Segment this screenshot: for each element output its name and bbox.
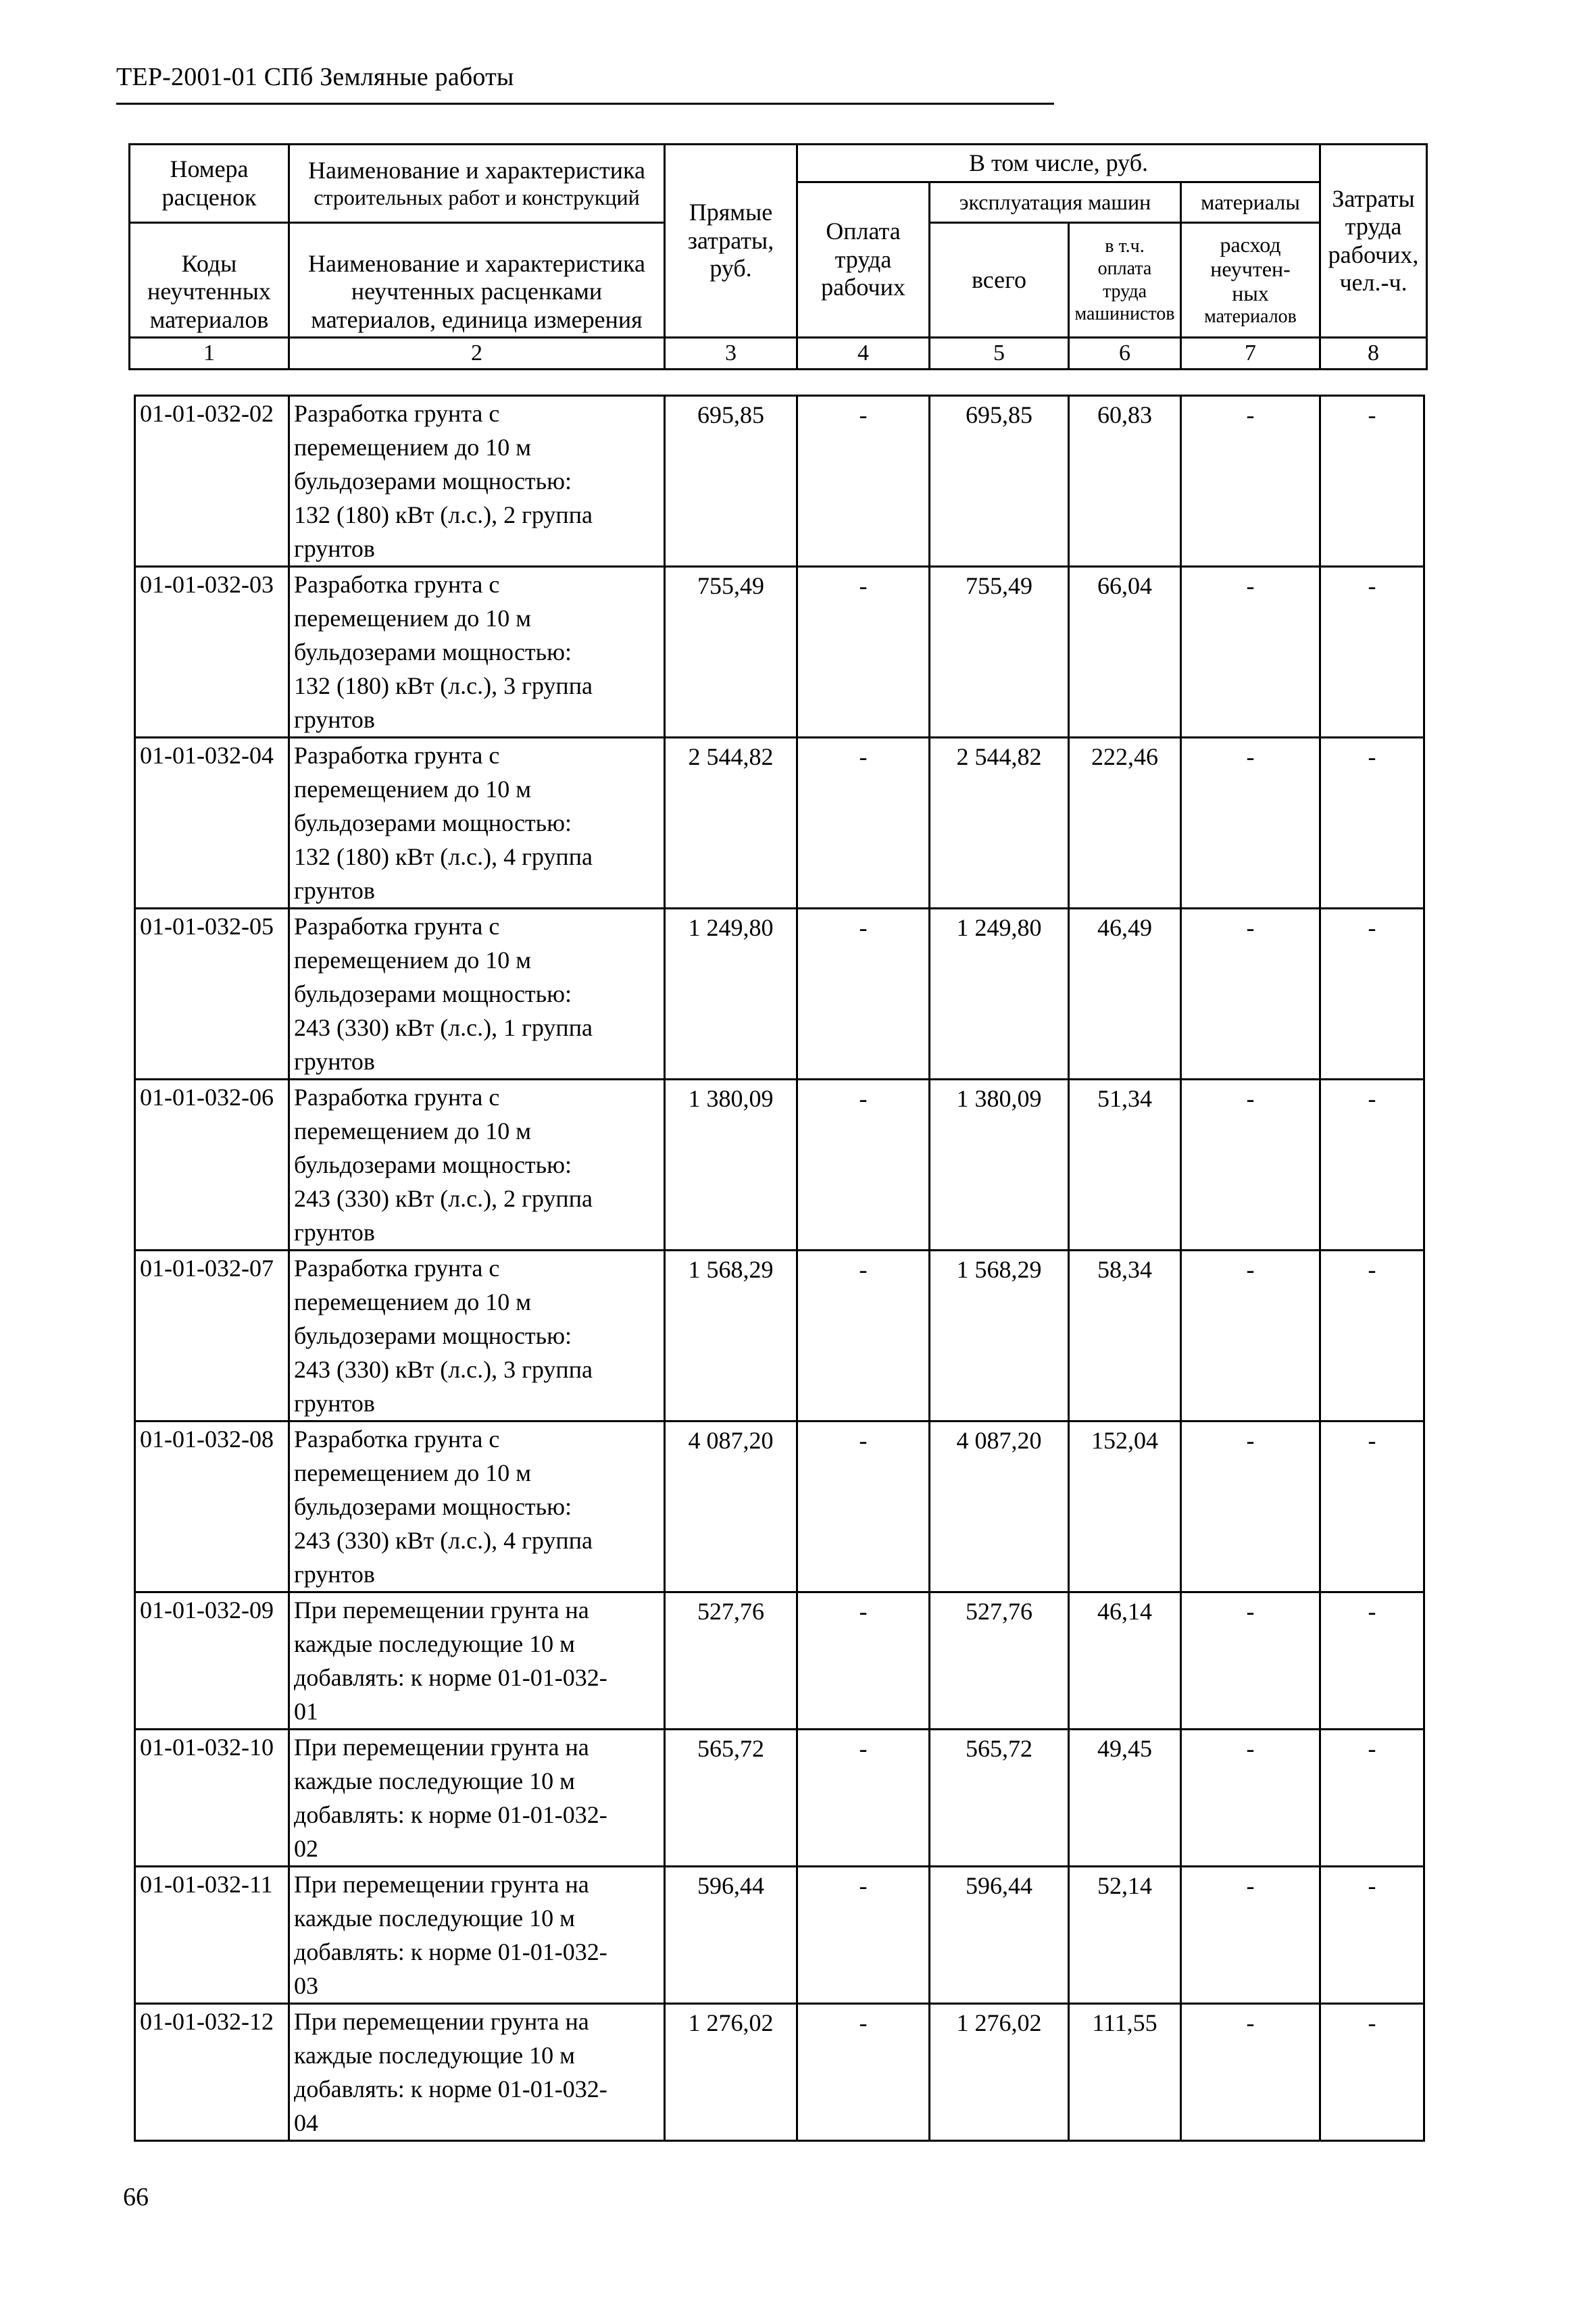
cell-direct: 1 380,09 [665, 1080, 797, 1251]
cell-materials: - [1181, 2004, 1320, 2141]
cell-labor-hours: - [1320, 1080, 1424, 1251]
cell-labor: - [797, 1592, 930, 1730]
table-row [135, 567, 1424, 738]
description-line: бульдозерами мощностью: [294, 1322, 572, 1349]
rate-code: 01-01-032-12 [135, 2004, 289, 2141]
cell-machines-total: 565,72 [930, 1730, 1069, 1867]
description-line: бульдозерами мощностью: [294, 1151, 572, 1178]
description-line: 132 (180) кВт (л.с.), 3 группа [294, 672, 593, 699]
head-text: в т.ч. [1105, 236, 1145, 257]
description-line: Разработка грунта с [294, 1426, 500, 1453]
head-unaccounted-codes [130, 223, 289, 338]
cell-machines-total: 596,44 [930, 1867, 1069, 2004]
head-text: расценок [161, 183, 257, 211]
cell-materials: - [1181, 1867, 1320, 2004]
cell-labor: - [797, 1867, 930, 2004]
head-materials: материалы [1181, 182, 1320, 223]
description-line: добавлять: к норме 01-01-032- [294, 1801, 607, 1828]
table-row [135, 1867, 1424, 2004]
head-text: неучтенных [147, 278, 271, 305]
description-line: каждые последующие 10 м [294, 2042, 575, 2069]
description-line: перемещением до 10 м [294, 1459, 532, 1486]
cell-materials: - [1181, 567, 1320, 738]
cell-labor: - [797, 1730, 930, 1867]
description-line: добавлять: к норме 01-01-032- [294, 2076, 607, 2103]
head-text: чел.-ч. [1339, 268, 1407, 296]
cell-machines-total: 2 544,82 [930, 738, 1069, 909]
cell-direct: 527,76 [665, 1592, 797, 1730]
head-machines: эксплуатация машин [930, 182, 1181, 223]
cell-materials: - [1181, 396, 1320, 567]
head-text: расход [1220, 232, 1281, 257]
description-line: грунтов [294, 1048, 375, 1075]
cell-materials: - [1181, 1080, 1320, 1251]
head-text: Затраты [1332, 184, 1415, 212]
cell-machines-total: 1 249,80 [930, 909, 1069, 1080]
work-description [289, 1251, 665, 1422]
cell-operators: 51,34 [1069, 1080, 1181, 1251]
description-line: каждые последующие 10 м [294, 1905, 575, 1932]
cell-direct: 565,72 [665, 1730, 797, 1867]
column-number: 5 [930, 338, 1069, 370]
head-text: оплата [1097, 258, 1152, 280]
cell-labor-hours: - [1320, 1592, 1424, 1730]
head-text: труда [1345, 213, 1402, 241]
cell-direct: 2 544,82 [665, 738, 797, 909]
rate-code: 01-01-032-08 [135, 1422, 289, 1592]
cell-operators: 66,04 [1069, 567, 1181, 738]
cell-materials: - [1181, 1251, 1320, 1422]
table-row [135, 909, 1424, 1080]
cell-labor-hours: - [1320, 738, 1424, 909]
description-line: перемещением до 10 м [294, 434, 532, 461]
head-rate-numbers [130, 145, 289, 223]
work-description [289, 1080, 665, 1251]
cell-labor-hours: - [1320, 567, 1424, 738]
cell-materials: - [1181, 1592, 1320, 1730]
cell-labor: - [797, 909, 930, 1080]
description-line: бульдозерами мощностью: [294, 638, 572, 665]
cell-labor-hours: - [1320, 396, 1424, 567]
cell-direct: 1 568,29 [665, 1251, 797, 1422]
description-line: добавлять: к норме 01-01-032- [294, 1664, 607, 1691]
work-description [289, 1867, 665, 2004]
table-row [135, 738, 1424, 909]
head-text: затраты, [687, 226, 774, 254]
description-line: перемещением до 10 м [294, 947, 532, 974]
description-line: перемещением до 10 м [294, 605, 532, 632]
cell-operators: 58,34 [1069, 1251, 1181, 1422]
head-text: Оплата [826, 218, 901, 245]
description-line: Разработка грунта с [294, 1084, 500, 1111]
cell-labor: - [797, 738, 930, 909]
cell-direct: 4 087,20 [665, 1422, 797, 1592]
description-line: 243 (330) кВт (л.с.), 3 группа [294, 1356, 593, 1383]
head-unaccounted-materials [289, 223, 665, 338]
table-header [128, 143, 1428, 370]
description-line: При перемещении грунта на [294, 2008, 589, 2035]
cell-labor: - [797, 1422, 930, 1592]
column-number: 2 [289, 338, 665, 370]
cell-labor: - [797, 396, 930, 567]
rate-code: 01-01-032-10 [135, 1730, 289, 1867]
description-line: бульдозерами мощностью: [294, 980, 572, 1007]
rate-code: 01-01-032-04 [135, 738, 289, 909]
cell-operators: 49,45 [1069, 1730, 1181, 1867]
description-line: добавлять: к норме 01-01-032- [294, 1938, 607, 1965]
cell-labor: - [797, 1080, 930, 1251]
description-line: перемещением до 10 м [294, 776, 532, 803]
work-description [289, 738, 665, 909]
head-text: рабочих, [1328, 241, 1419, 268]
cell-direct: 695,85 [665, 396, 797, 567]
cell-labor-hours: - [1320, 2004, 1424, 2141]
rate-code: 01-01-032-07 [135, 1251, 289, 1422]
description-line: грунтов [294, 1561, 375, 1588]
cell-operators: 152,04 [1069, 1422, 1181, 1592]
description-line: бульдозерами мощностью: [294, 809, 572, 836]
table-row [135, 1592, 1424, 1730]
cell-machines-total: 755,49 [930, 567, 1069, 738]
table-row [135, 1422, 1424, 1592]
header-rule [116, 103, 1054, 105]
cell-operators: 46,49 [1069, 909, 1181, 1080]
description-line: При перемещении грунта на [294, 1734, 589, 1761]
cell-materials: - [1181, 1422, 1320, 1592]
head-text: строительных работ и конструкций [314, 184, 640, 209]
head-text: труда [834, 245, 892, 273]
cell-operators: 60,83 [1069, 396, 1181, 567]
column-number: 7 [1181, 338, 1320, 370]
cell-labor: - [797, 567, 930, 738]
cell-labor-hours: - [1320, 909, 1424, 1080]
cell-labor: - [797, 1251, 930, 1422]
description-line: Разработка грунта с [294, 400, 500, 427]
head-material-consumption [1181, 223, 1320, 338]
work-description [289, 1730, 665, 1867]
description-line: 243 (330) кВт (л.с.), 1 группа [294, 1014, 593, 1041]
description-line: каждые последующие 10 м [294, 1630, 575, 1657]
cell-direct: 1 249,80 [665, 909, 797, 1080]
description-line: перемещением до 10 м [294, 1288, 532, 1315]
cell-machines-total: 527,76 [930, 1592, 1069, 1730]
work-description [289, 1592, 665, 1730]
description-line: 01 [294, 1698, 318, 1725]
description-line: грунтов [294, 1219, 375, 1246]
description-line: 03 [294, 1972, 318, 1999]
head-text: неучтенных расценками [351, 278, 603, 305]
head-machines-total: всего [930, 223, 1069, 338]
rate-code: 01-01-032-02 [135, 396, 289, 567]
description-line: Разработка грунта с [294, 913, 500, 940]
head-text: машинистов [1074, 303, 1175, 324]
head-text: материалов [1204, 305, 1297, 327]
description-line: Разработка грунта с [294, 1255, 500, 1282]
description-line: 243 (330) кВт (л.с.), 2 группа [294, 1185, 593, 1212]
head-labor-hours [1320, 145, 1427, 338]
rate-code: 01-01-032-03 [135, 567, 289, 738]
table-row [135, 2004, 1424, 2141]
cell-machines-total: 1 380,09 [930, 1080, 1069, 1251]
cell-operators: 46,14 [1069, 1592, 1181, 1730]
column-number: 1 [130, 338, 289, 370]
rate-code: 01-01-032-09 [135, 1592, 289, 1730]
description-line: Разработка грунта с [294, 571, 500, 598]
head-text: труда [1102, 280, 1147, 302]
table-row [135, 1080, 1424, 1251]
cell-machines-total: 1 568,29 [930, 1251, 1069, 1422]
cell-operators: 52,14 [1069, 1867, 1181, 2004]
work-description [289, 567, 665, 738]
cell-materials: - [1181, 909, 1320, 1080]
head-text: Прямые [689, 199, 773, 226]
description-line: Разработка грунта с [294, 742, 500, 769]
cell-direct: 755,49 [665, 567, 797, 738]
head-text: рабочих [821, 274, 905, 301]
rate-code: 01-01-032-06 [135, 1080, 289, 1251]
head-operators-pay [1069, 223, 1181, 338]
cell-labor-hours: - [1320, 1867, 1424, 2004]
work-description [289, 2004, 665, 2141]
work-description [289, 1422, 665, 1592]
cell-labor-hours: - [1320, 1422, 1424, 1592]
description-line: бульдозерами мощностью: [294, 468, 572, 495]
cell-machines-total: 695,85 [930, 396, 1069, 567]
cell-labor: - [797, 2004, 930, 2141]
head-text: неучтен- [1210, 256, 1291, 281]
cell-labor-hours: - [1320, 1251, 1424, 1422]
cell-operators: 222,46 [1069, 738, 1181, 909]
rate-code: 01-01-032-11 [135, 1867, 289, 2004]
work-description [289, 396, 665, 567]
table-row [135, 1730, 1424, 1867]
description-line: 243 (330) кВт (л.с.), 4 группа [294, 1527, 593, 1554]
head-text: ных [1232, 280, 1269, 305]
head-text: Коды [181, 249, 237, 277]
head-text: материалов [149, 305, 269, 333]
cell-materials: - [1181, 1730, 1320, 1867]
head-text: Номера [170, 155, 249, 183]
head-work-name [289, 145, 665, 223]
cell-operators: 111,55 [1069, 2004, 1181, 2141]
head-direct-costs [665, 145, 797, 338]
cell-labor-hours: - [1320, 1730, 1424, 1867]
description-line: грунтов [294, 535, 375, 562]
head-text: руб. [709, 255, 752, 282]
description-line: грунтов [294, 877, 375, 904]
description-line: 132 (180) кВт (л.с.), 4 группа [294, 843, 593, 870]
column-number: 4 [797, 338, 930, 370]
cell-machines-total: 1 276,02 [930, 2004, 1069, 2141]
description-line: грунтов [294, 706, 375, 733]
rates-table [134, 395, 1425, 2142]
description-line: каждые последующие 10 м [294, 1767, 575, 1794]
description-line: бульдозерами мощностью: [294, 1493, 572, 1520]
description-line: 04 [294, 2109, 318, 2136]
head-including-group: В том числе, руб. [797, 145, 1320, 182]
cell-direct: 1 276,02 [665, 2004, 797, 2141]
table-row [135, 1251, 1424, 1422]
head-text: Наименование и характеристика [308, 249, 645, 277]
column-number: 6 [1069, 338, 1181, 370]
description-line: При перемещении грунта на [294, 1871, 589, 1898]
cell-direct: 596,44 [665, 1867, 797, 2004]
description-line: 132 (180) кВт (л.с.), 2 группа [294, 501, 593, 528]
page-number: 66 [123, 2183, 149, 2211]
head-text: материалов, единица измерения [311, 305, 643, 333]
description-line: грунтов [294, 1390, 375, 1417]
rate-code: 01-01-032-05 [135, 909, 289, 1080]
head-text: Наименование и характеристика [308, 157, 645, 184]
column-number: 3 [665, 338, 797, 370]
description-line: перемещением до 10 м [294, 1117, 532, 1145]
cell-machines-total: 4 087,20 [930, 1422, 1069, 1592]
page-header: ТЕР-2001-01 СПб Земляные работы [116, 63, 514, 91]
description-line: 02 [294, 1835, 318, 1862]
head-worker-pay [797, 182, 930, 338]
description-line: При перемещении грунта на [294, 1596, 589, 1624]
column-number: 8 [1320, 338, 1427, 370]
table-row [135, 396, 1424, 567]
cell-materials: - [1181, 738, 1320, 909]
work-description [289, 909, 665, 1080]
